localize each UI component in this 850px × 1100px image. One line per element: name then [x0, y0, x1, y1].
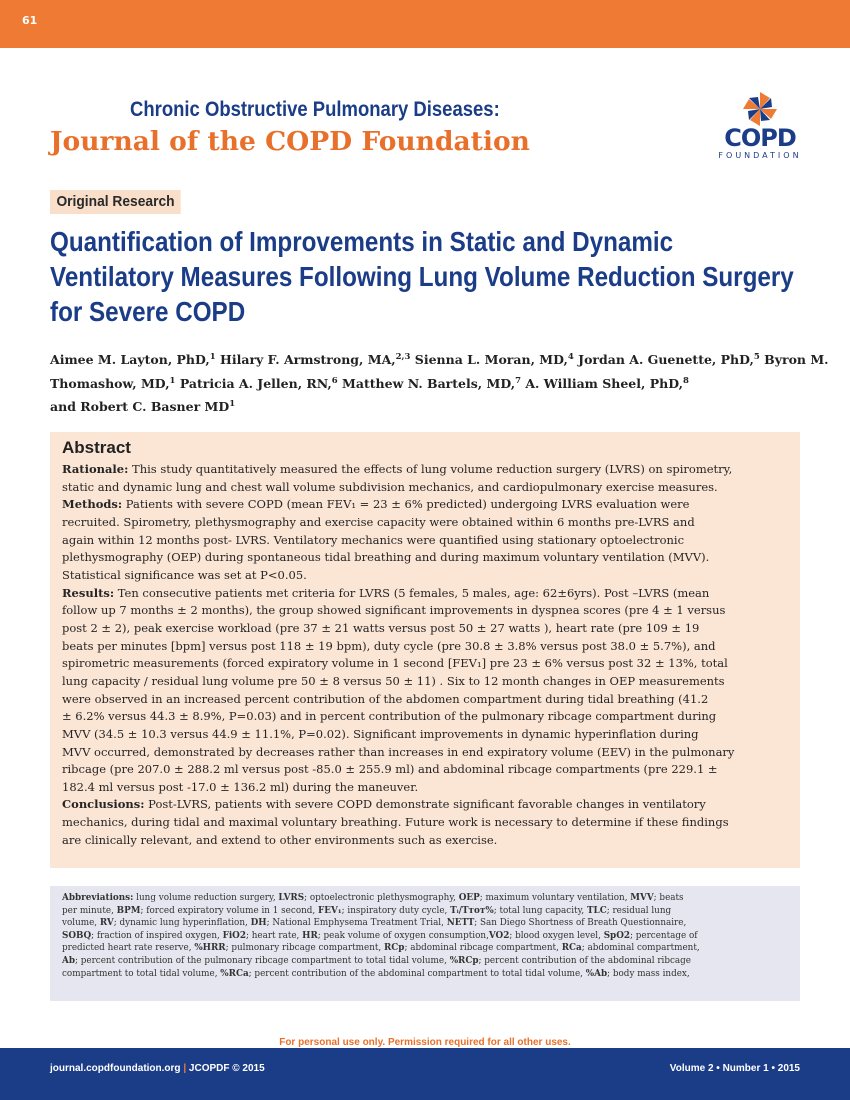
author-name: Byron M. [759, 352, 829, 368]
journal-subtitle: Chronic Obstructive Pulmonary Diseases: [130, 98, 500, 121]
abbreviation-line [62, 942, 788, 955]
abstract-line [62, 832, 788, 850]
abstract-text: Post-LVRS, patients with severe COPD demonstrate significant favorable changes in ventilatory [144, 797, 706, 812]
author-affiliation: 1 [169, 375, 176, 386]
author-list [50, 347, 829, 418]
abbreviation-text: ; blood oxygen level, [509, 930, 604, 941]
logo-text: COPD [724, 124, 796, 152]
author-affiliation: 1 [229, 399, 236, 410]
abbreviation-term: RCp [384, 943, 405, 954]
author-name: Patricia A. Jellen, RN, [175, 375, 332, 391]
abbreviation-line [62, 892, 788, 905]
abstract-line [62, 814, 788, 832]
abbreviation-text: ; heart rate, [245, 930, 303, 941]
abbreviation-text: compartment to total tidal volume, [62, 968, 221, 979]
abbreviation-term: SOBQ [62, 930, 92, 941]
abbreviation-text: ; abdominal ribcage compartment, [404, 943, 562, 954]
logo-subtext: FOUNDATION [718, 151, 802, 160]
author-name: Thomashow, MD, [50, 375, 170, 391]
abstract-line [62, 655, 788, 673]
abstract-text: MVV occurred, demonstrated by decreases rather than increases in end expiratory volume (EEV) in the pulmonary [62, 744, 735, 759]
abstract-line [62, 779, 788, 797]
abstract-line [62, 726, 788, 744]
abbreviation-term: HR [302, 930, 318, 941]
author-affiliation: 1 [209, 352, 216, 362]
abbreviation-text: per minute, [62, 905, 117, 916]
author-name: Jordan A. Guenette, PhD, [573, 352, 754, 368]
footer-bar [0, 1048, 850, 1100]
author-line [50, 394, 802, 418]
abstract-text: spirometric measurements (forced expiratory volume in 1 second [FEV₁] pre 23 ± 6% versus post 32 ± 13%, total [62, 656, 728, 671]
author-line [50, 371, 802, 395]
abbreviations-body [62, 892, 788, 980]
pinwheel-icon [740, 90, 780, 128]
author-name: and Robert C. Basner MD [50, 399, 230, 415]
author-name: Aimee M. Layton, PhD, [50, 352, 210, 368]
footer-issue: Volume 2 • Number 1 • 2015 [669, 1063, 800, 1074]
top-bar [0, 0, 850, 48]
abbreviation-text: ; optoelectronic plethysmography, [304, 893, 459, 903]
abstract-line [62, 638, 788, 656]
abstract-line [62, 479, 788, 497]
abstract-text: ribcage (pre 207.0 ± 288.2 ml versus post -85.0 ± 255.9 ml) and abdominal ribcage compartments (pre 229.1 ± [62, 762, 718, 777]
abbreviation-line [62, 905, 788, 918]
page-number: 61 [22, 14, 38, 27]
abstract-text: follow up 7 months ± 2 months), the group showed significant improvements in dyspnea scores (pre 4 ± 1 versus [62, 603, 726, 618]
abbreviation-text: ; abdominal compartment, [581, 943, 700, 954]
author-affiliation: 7 [515, 375, 521, 386]
article-category: Original Research [50, 190, 181, 214]
abstract-section-label: Rationale: [62, 462, 129, 476]
abbreviation-text: ; fraction of inspired oxygen, [91, 930, 223, 941]
abstract-text: Ten consecutive patients met criteria for LVRS (5 females, 5 males, age: 62±6yrs). Post –LVRS (mean [114, 585, 710, 600]
abbreviation-text: volume, [62, 918, 100, 929]
abbreviation-term: FiO2 [222, 930, 246, 941]
author-affiliation: 6 [331, 375, 338, 386]
abbreviation-term: RCa [561, 943, 582, 954]
abstract-line [62, 514, 788, 532]
abbreviation-text: ; inspiratory duty cycle, [341, 905, 451, 916]
abstract-text: lung capacity / residual lung volume pre 50 ± 8 versus 50 ± 11) . Six to 12 month changes in OEP measurements [62, 673, 725, 688]
abbreviation-term: SpO2 [603, 930, 630, 941]
abstract-line [62, 708, 788, 726]
abstract-line [62, 585, 788, 603]
abbreviation-term: LVRS [278, 893, 305, 903]
abstract-line [62, 673, 788, 691]
abbreviation-text: ; National Emphysema Treatment Trial, [266, 918, 447, 929]
abbreviation-term: TLC [586, 905, 607, 916]
abstract-text: mechanics, during tidal and maximal voluntary breathing. Future work is necessary to determine if these findings [62, 815, 729, 830]
footer-separator: | [183, 1063, 187, 1074]
article-title: Quantification of Improvements in Static and Dynamic Ventilatory Measures Following Lung Volume Reduction Surgery for Severe COPD [50, 226, 794, 327]
copd-foundation-logo [716, 90, 806, 162]
abbreviation-term: BPM [116, 905, 141, 916]
abbreviation-term: %HRR [194, 943, 226, 954]
abstract-box [50, 432, 800, 868]
abbreviation-text: ; forced expiratory volume in 1 second, [140, 905, 319, 916]
abstract-text: ± 6.2% versus 44.3 ± 8.9%, P=0.03) and in percent contribution of the pulmonary ribcage compartment during [62, 709, 717, 724]
abstract-line [62, 461, 788, 479]
abbreviation-line [62, 968, 788, 981]
abstract-body [62, 461, 788, 849]
author-name: Sienna L. Moran, MD, [410, 352, 568, 368]
abstract-section-label: Results: [62, 585, 115, 600]
abstract-heading: Abstract [62, 438, 131, 457]
abbreviation-text: ; percent contribution of the pulmonary ribcage compartment to total tidal volume, [74, 955, 450, 966]
abstract-text: were observed in an increased percent contribution of the abdomen compartment during tidal breathing (41.2 [62, 691, 709, 706]
abbreviation-term: Ab [62, 955, 75, 966]
abbreviation-term: %RCp [449, 955, 479, 966]
abbreviation-term: %Ab [585, 968, 608, 979]
abbreviation-term: %RCa [220, 968, 249, 979]
abstract-line [62, 532, 788, 550]
abbreviation-text: ; total lung capacity, [493, 905, 587, 916]
abstract-line [62, 549, 788, 567]
abbreviations-box [50, 886, 800, 1001]
abstract-text: post 2 ± 2), peak exercise workload (pre 37 ± 21 watts versus post 50 ± 27 watts ), heart rate (pre 109 ± 19 [62, 620, 700, 635]
abbreviation-text: ; maximum voluntary ventilation, [479, 893, 631, 903]
abstract-text: static and dynamic lung and chest wall volume subdivision mechanics, and cardiopulmonary exercise measures. [62, 479, 718, 494]
abbreviation-text: ; beats [653, 893, 684, 903]
author-affiliation: 5 [753, 352, 760, 362]
footer-copyright: JCOPDF © 2015 [188, 1063, 265, 1074]
abbreviation-term: DH [250, 918, 267, 929]
abbreviation-term: MVV [630, 893, 654, 903]
abstract-line [62, 496, 788, 514]
author-name: Hilary F. Armstrong, MA, [215, 352, 396, 368]
author-affiliation: 4 [567, 352, 574, 362]
author-name: Matthew N. Bartels, MD, [337, 375, 516, 391]
abstract-section-label: Methods: [62, 497, 123, 512]
abbreviation-line [62, 955, 788, 968]
abbreviation-text: ; San Diego Shortness of Breath Questionnaire, [474, 918, 687, 929]
abstract-line [62, 567, 788, 585]
footer-site-link[interactable]: journal.copdfoundation.org [50, 1063, 181, 1074]
author-affiliation: 8 [682, 375, 689, 386]
abstract-text: again within 12 months post- LVRS. Ventilatory mechanics were quantified using stationary optoelectronic [62, 532, 685, 547]
abstract-text: plethysmography (OEP) during spontaneous tidal breathing and during maximum voluntary ventilation (MVV). [62, 550, 710, 565]
abstract-line [62, 602, 788, 620]
abbreviation-text: lung volume reduction surgery, [133, 893, 279, 903]
abstract-line [62, 796, 788, 814]
abbreviation-text: ; peak volume of oxygen consumption, [317, 930, 489, 941]
abbreviation-text: ; body mass index, [607, 968, 690, 979]
abbreviation-text: ; dynamic lung hyperinflation, [113, 918, 251, 929]
abstract-line [62, 744, 788, 762]
abstract-line [62, 761, 788, 779]
abbreviation-term: VO2 [488, 930, 510, 941]
abstract-text: recruited. Spirometry, plethysmography and exercise capacity were obtained within 6 months pre-LVRS and [62, 514, 695, 529]
abstract-text: This study quantitatively measured the effects of lung volume reduction surgery (LVRS) on spirometry, [128, 462, 733, 476]
abbreviation-term: RV [99, 918, 114, 929]
author-line [50, 347, 829, 371]
author-name: A. William Sheel, PhD, [521, 375, 683, 391]
abbreviation-text: ; pulmonary ribcage compartment, [225, 943, 384, 954]
abstract-line [62, 620, 788, 638]
abbreviation-text: ; percent contribution of the abdominal compartment to total tidal volume, [248, 968, 586, 979]
abstract-text: 182.4 ml versus post -17.0 ± 136.2 ml) during the maneuver. [62, 779, 419, 794]
abbreviation-term: Abbreviations: [62, 893, 134, 903]
usage-notice: For personal use only. Permission required for all other uses. [279, 1037, 571, 1048]
abbreviation-line [62, 930, 788, 943]
abstract-section-label: Conclusions: [62, 797, 145, 812]
abbreviation-term: FEV₁ [318, 905, 342, 916]
abbreviation-line [62, 917, 788, 930]
abbreviation-text: ; percentage of [630, 930, 698, 941]
journal-title: Journal of the COPD Foundation [50, 126, 530, 157]
abbreviation-text: ; percent contribution of the abdominal ribcage [478, 955, 691, 966]
abbreviation-text: ; residual lung [606, 905, 672, 916]
abbreviation-term: NETT [446, 918, 475, 929]
footer-left [50, 1063, 265, 1074]
abstract-text: MVV (34.5 ± 10.3 versus 44.9 ± 11.1%, P=0.02). Significant improvements in dynamic hyperinflation during [62, 726, 699, 741]
abstract-text: Patients with severe COPD (mean FEV₁ = 23 ± 6% predicted) undergoing LVRS evaluation were [122, 497, 690, 512]
abstract-text: are clinically relevant, and extend to other environments such as exercise. [62, 832, 498, 847]
abstract-text: Statistical significance was set at P<0.05. [62, 567, 307, 582]
abstract-line [62, 691, 788, 709]
abbreviation-text: predicted heart rate reserve, [62, 943, 195, 954]
author-affiliation: 2,3 [395, 352, 411, 362]
abstract-text: beats per minutes [bpm] versus post 118 ± 19 bpm), duty cycle (pre 30.8 ± 3.8% versus post 38.0 ± 5.7%), and [62, 638, 716, 653]
abbreviation-term: OEP [458, 893, 480, 903]
abbreviation-term: Tᵢ/Tᴛᴏᴛ% [450, 905, 494, 916]
